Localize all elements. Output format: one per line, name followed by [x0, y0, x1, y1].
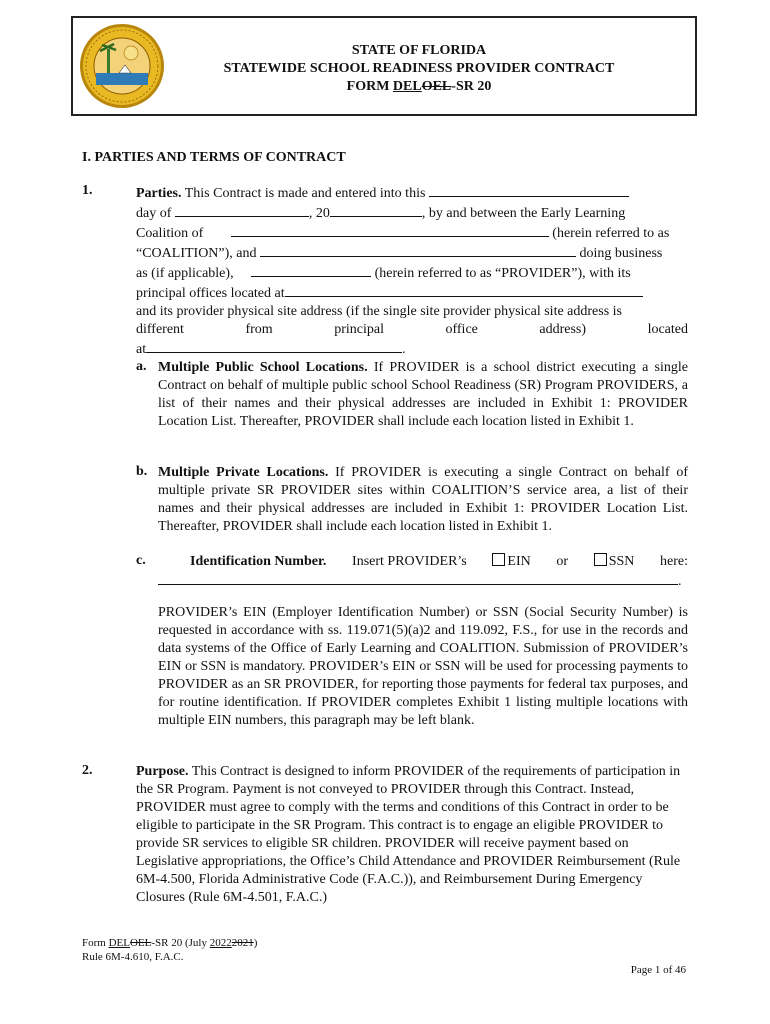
item-2-purpose [136, 763, 688, 907]
parties-text-9a: at [136, 342, 147, 357]
form-suffix: -SR 20 [451, 79, 492, 94]
footer-oel-deleted: OEL [129, 937, 152, 949]
parties-text-4b: doing business [579, 246, 663, 261]
footer-form-prefix: Form [82, 937, 109, 949]
footer-year-inserted: 2022 [209, 937, 232, 949]
item-2-number: 2. [82, 763, 93, 778]
parties-text-2c: , by and between the Early Learning [421, 206, 626, 221]
id-number-field[interactable] [158, 571, 678, 585]
item-1c-insert-text: Insert PROVIDER’s [352, 554, 467, 569]
here-text: here: [660, 554, 688, 569]
dba-name-field[interactable] [251, 263, 371, 277]
ssn-label: SSN [608, 554, 635, 569]
ssn-checkbox[interactable] [594, 553, 607, 566]
item-1a-heading: Multiple Public School Locations. [158, 360, 368, 375]
header-form-number [183, 78, 655, 96]
parties-text-2b: , 20 [308, 206, 330, 221]
id-number-end: . [678, 574, 682, 589]
item-1b-heading: Multiple Private Locations. [158, 465, 329, 480]
contract-date-field[interactable] [429, 183, 629, 197]
ssn-checkbox-group[interactable] [594, 553, 635, 571]
parties-text-8 [136, 321, 688, 339]
coalition-name-field[interactable] [231, 223, 549, 237]
florida-seal-icon [79, 23, 165, 109]
item-1a-text: If PROVIDER is a school district executing a single Contract on behalf of multiple public school School Readiness (SR) Program PROVIDERS, a list of their names and their physical addresses are included in Exhibit 1: PROVIDER Location List. Thereafter, PROVIDER shall include each location listed in Exhibit 1. [158, 360, 688, 429]
id-number-line [158, 571, 688, 591]
parties-text-1: This Contract is made and entered into this [184, 186, 426, 201]
page-number: Page 1 of 46 [630, 964, 686, 976]
parties-text-3a: Coalition of [136, 226, 204, 241]
provider-name-field[interactable] [260, 243, 576, 257]
parties-text-5a: as (if applicable), [136, 266, 234, 281]
footer-year-deleted: 2021 [231, 937, 254, 949]
header-state: STATE OF FLORIDA [351, 43, 487, 58]
ein-label: EIN [507, 554, 531, 569]
footer-rule: Rule 6M-4.610, F.A.C. [82, 951, 184, 963]
parties-text-9b: . [402, 342, 406, 357]
item-1c-explanation: PROVIDER’s EIN (Employer Identification Number) or SSN (Social Security Number) is requested in accordance with ss. 119.071(5)(a)2 and 119.092, F.S., for use in the records and data systems of the Office of Early Learning and COALITION. Submission of PROVIDER’s EIN or SSN is mandatory. PROVIDER’s EIN or SSN will be used for processing payments to PROVIDER as an SR PROVIDER, for reporting those payments for federal tax purposes, and for routine identification. If PROVIDER completes Exhibit 1 listing multiple locations with multiple EIN numbers, this paragraph may be left blank. [158, 605, 688, 728]
footer-form-number [82, 936, 257, 950]
parties-text-2a: day of [136, 206, 172, 221]
header-contract-name: STATEWIDE SCHOOL READINESS PROVIDER CONTRACT [223, 61, 615, 76]
word-office: office [445, 322, 478, 337]
contract-month-field[interactable] [175, 203, 309, 217]
parties-heading: Parties. [136, 186, 182, 201]
item-1-parties [136, 183, 688, 359]
footer-form-mid: -SR 20 (July [151, 937, 210, 949]
item-1a-label: a. [136, 359, 147, 374]
word-from: from [245, 322, 273, 337]
footer-form-end: ) [253, 937, 258, 949]
word-address: address) [539, 322, 587, 337]
parties-text-6: principal offices located at [136, 286, 285, 301]
word-principal: principal [334, 322, 384, 337]
site-address-field[interactable] [146, 339, 402, 353]
form-del-inserted: DEL [392, 79, 422, 94]
item-1-number: 1. [82, 183, 93, 198]
item-1c-heading: Identification Number. [190, 554, 327, 569]
word-located: located [647, 322, 688, 337]
or-text: or [556, 554, 569, 569]
item-1b-label: b. [136, 464, 148, 479]
item-2-text: This Contract is designed to inform PROVIDER of the requirements of participation in the SR Program. Payment is not conveyed to PROVIDER through this Contract. Instead, PROVIDER must agree to comply with the terms and conditions of this Contract in order to be eligible to participate in the SR Program. This contract is to engage an eligible PROVIDER to provide SR services to eligible SR children. PROVIDER will receive payment based on Legislative appropriations, the Office’s Child Attendance and PROVIDER Reimbursement (Rule 6M-4.500, Florida Administrative Code (F.A.C.)), and Reimbursement During Emergency Closures (Rule 6M-4.501, F.A.C.) [136, 764, 681, 905]
item-1c-identification [190, 553, 688, 571]
item-1a-public-locations [158, 359, 688, 431]
parties-text-7: and its provider physical site address (if the single site provider physical site address is [136, 304, 623, 319]
item-1b-private-locations [158, 464, 688, 536]
contract-header [71, 16, 697, 116]
contract-year-field[interactable] [330, 203, 422, 217]
ein-checkbox-group[interactable] [492, 553, 530, 571]
form-oel-deleted: OEL [421, 79, 452, 94]
form-prefix: FORM [346, 79, 393, 94]
page-footer [82, 936, 257, 964]
header-title [183, 42, 655, 96]
footer-del-inserted: DEL [108, 937, 130, 949]
principal-office-field[interactable] [285, 283, 643, 297]
item-2-heading: Purpose. [136, 764, 189, 779]
section-title: I. PARTIES AND TERMS OF CONTRACT [82, 150, 346, 165]
ein-checkbox[interactable] [492, 553, 505, 566]
parties-text-3b: (herein referred to as [552, 226, 670, 241]
item-1b-text: If PROVIDER is executing a single Contract on behalf of multiple private SR PROVIDER sites within COALITION’S service area, a list of their names and their physical addresses are included in Exhibit 1: PROVIDER Location List. Thereafter, PROVIDER shall include each location listed in Exhibit 1. [158, 465, 689, 534]
parties-text-5b: (herein referred to as “PROVIDER”), with its [374, 266, 631, 281]
parties-text-4a: “COALITION”), and [136, 246, 257, 261]
word-different: different [136, 322, 184, 337]
item-1c-label: c. [136, 553, 146, 568]
